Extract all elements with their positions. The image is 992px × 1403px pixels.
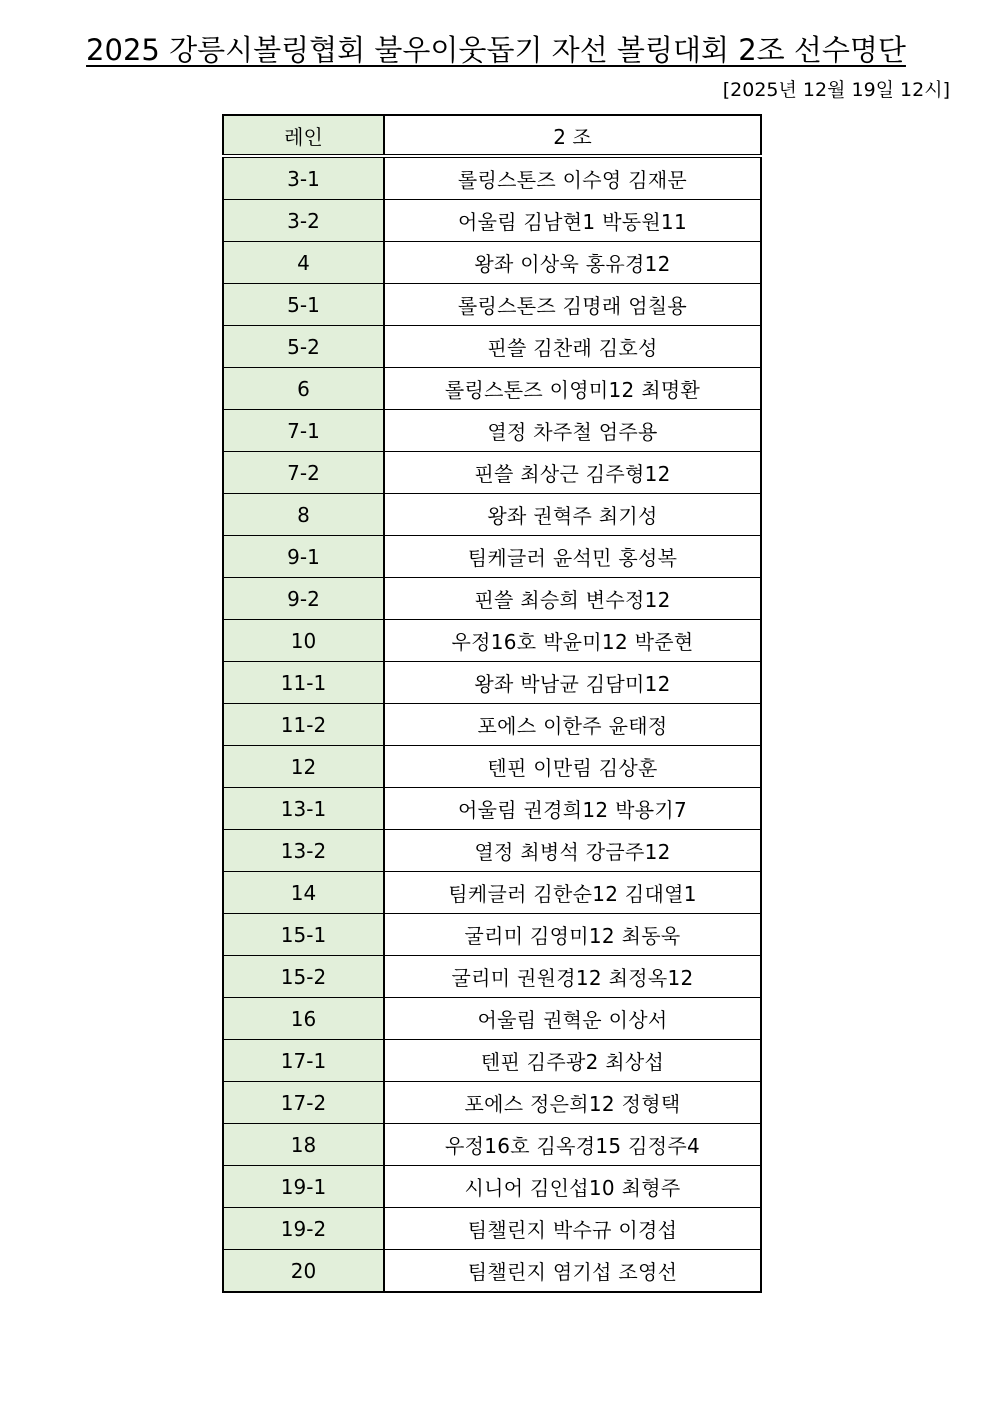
- table-row: [223, 494, 761, 536]
- table-header-row: [223, 115, 761, 156]
- table-row: [223, 704, 761, 746]
- team-cell: 팀케글러 윤석민 홍성복: [384, 536, 761, 578]
- lane-cell: 20: [223, 1250, 384, 1293]
- table-row: [223, 1040, 761, 1082]
- lane-cell: 9-1: [223, 536, 384, 578]
- table-row: [223, 410, 761, 452]
- page-title: [0, 30, 992, 70]
- column-header-team: 2 조: [384, 115, 761, 156]
- team-cell: 핀쓸 최상근 김주형12: [384, 452, 761, 494]
- lane-cell: 7-2: [223, 452, 384, 494]
- table-row: [223, 998, 761, 1040]
- table-row: [223, 242, 761, 284]
- column-header-lane: 레인: [223, 115, 384, 156]
- team-cell: 왕좌 박남균 김담미12: [384, 662, 761, 704]
- lane-cell: 3-1: [223, 156, 384, 200]
- lane-cell: 11-1: [223, 662, 384, 704]
- team-cell: 열정 차주철 엄주용: [384, 410, 761, 452]
- roster-table-body: [223, 156, 761, 1292]
- lane-cell: 15-2: [223, 956, 384, 998]
- team-cell: 텐핀 이만림 김상훈: [384, 746, 761, 788]
- team-cell: 포에스 정은희12 정형택: [384, 1082, 761, 1124]
- lane-cell: 10: [223, 620, 384, 662]
- team-cell: 핀쓸 최승희 변수정12: [384, 578, 761, 620]
- table-row: [223, 536, 761, 578]
- lane-cell: 4: [223, 242, 384, 284]
- team-cell: 어울림 권혁운 이상서: [384, 998, 761, 1040]
- lane-cell: 13-2: [223, 830, 384, 872]
- team-cell: 팀챌린지 염기섭 조영선: [384, 1250, 761, 1293]
- team-cell: 포에스 이한주 윤태정: [384, 704, 761, 746]
- lane-cell: 11-2: [223, 704, 384, 746]
- date-label: [2025년 12월 19일 12시]: [722, 79, 950, 101]
- lane-cell: 14: [223, 872, 384, 914]
- table-row: [223, 200, 761, 242]
- team-cell: 어울림 권경희12 박용기7: [384, 788, 761, 830]
- table-row: [223, 914, 761, 956]
- table-row: [223, 872, 761, 914]
- team-cell: 시니어 김인섭10 최형주: [384, 1166, 761, 1208]
- lane-cell: 15-1: [223, 914, 384, 956]
- lane-cell: 5-2: [223, 326, 384, 368]
- table-row: [223, 746, 761, 788]
- table-row: [223, 620, 761, 662]
- lane-cell: 16: [223, 998, 384, 1040]
- team-cell: 열정 최병석 강금주12: [384, 830, 761, 872]
- roster-table: [222, 114, 762, 1293]
- table-row: [223, 1250, 761, 1293]
- team-cell: 롤링스톤즈 김명래 엄칠용: [384, 284, 761, 326]
- lane-cell: 13-1: [223, 788, 384, 830]
- lane-cell: 6: [223, 368, 384, 410]
- table-row: [223, 1208, 761, 1250]
- team-cell: 왕좌 권혁주 최기성: [384, 494, 761, 536]
- table-row: [223, 662, 761, 704]
- table-row: [223, 284, 761, 326]
- lane-cell: 8: [223, 494, 384, 536]
- table-row: [223, 956, 761, 998]
- table-row: [223, 1124, 761, 1166]
- lane-cell: 12: [223, 746, 384, 788]
- team-cell: 우정16호 김옥경15 김정주4: [384, 1124, 761, 1166]
- table-row: [223, 452, 761, 494]
- page-title-text: 2025 강릉시볼링협회 불우이웃돕기 자선 볼링대회 2조 선수명단: [86, 33, 906, 67]
- team-cell: 굴리미 권원경12 최정옥12: [384, 956, 761, 998]
- table-row: [223, 830, 761, 872]
- team-cell: 핀쓸 김찬래 김호성: [384, 326, 761, 368]
- table-row: [223, 326, 761, 368]
- team-cell: 팀챌린지 박수규 이경섭: [384, 1208, 761, 1250]
- lane-cell: 3-2: [223, 200, 384, 242]
- lane-cell: 17-1: [223, 1040, 384, 1082]
- lane-cell: 19-1: [223, 1166, 384, 1208]
- table-row: [223, 368, 761, 410]
- lane-cell: 7-1: [223, 410, 384, 452]
- team-cell: 왕좌 이상욱 홍유경12: [384, 242, 761, 284]
- table-row: [223, 1082, 761, 1124]
- team-cell: 텐핀 김주광2 최상섭: [384, 1040, 761, 1082]
- table-row: [223, 156, 761, 200]
- team-cell: 어울림 김남현1 박동원11: [384, 200, 761, 242]
- team-cell: 롤링스톤즈 이영미12 최명환: [384, 368, 761, 410]
- table-row: [223, 1166, 761, 1208]
- table-row: [223, 578, 761, 620]
- team-cell: 롤링스톤즈 이수영 김재문: [384, 156, 761, 200]
- lane-cell: 19-2: [223, 1208, 384, 1250]
- table-row: [223, 788, 761, 830]
- team-cell: 굴리미 김영미12 최동욱: [384, 914, 761, 956]
- lane-cell: 18: [223, 1124, 384, 1166]
- lane-cell: 5-1: [223, 284, 384, 326]
- team-cell: 우정16호 박윤미12 박준현: [384, 620, 761, 662]
- lane-cell: 17-2: [223, 1082, 384, 1124]
- lane-cell: 9-2: [223, 578, 384, 620]
- team-cell: 팀케글러 김한순12 김대열1: [384, 872, 761, 914]
